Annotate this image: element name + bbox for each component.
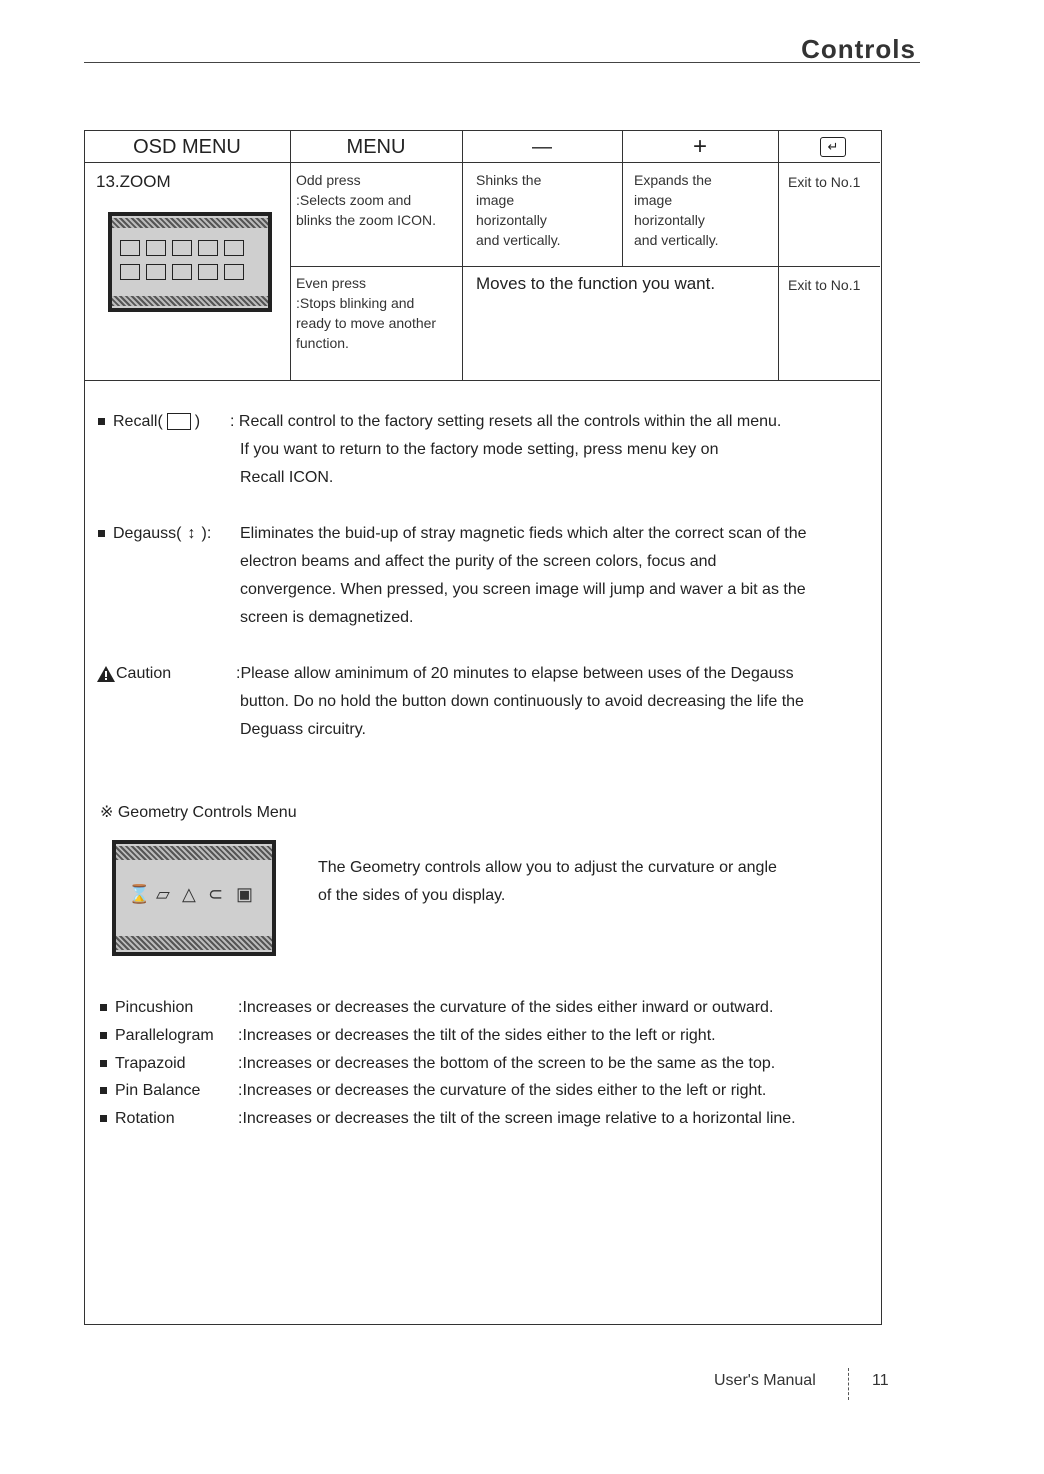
geometry-item-pin-balance: Pin Balance: [100, 1077, 200, 1105]
geometry-osd-image: ⌛ ▱ △ ⊂ ▣: [112, 840, 276, 956]
bullet-icon: [100, 1004, 107, 1011]
geometry-desc-2: of the sides of you display.: [318, 887, 506, 904]
bullet-icon: [100, 1032, 107, 1039]
caution-label: Caution: [96, 660, 171, 688]
recall-line-1: : Recall control to the factory setting resets all the controls within the all menu.: [230, 413, 782, 430]
page-number: 11: [872, 1372, 889, 1389]
moves-cell: Moves to the function you want.: [476, 274, 716, 293]
header-minus: —: [532, 136, 552, 158]
exit-cell-1: Exit to No.1: [788, 174, 861, 190]
shrink-cell: Shinks the image horizontally and vertically.: [476, 172, 561, 248]
bullet-icon: [98, 530, 105, 537]
footer-divider: [848, 1368, 849, 1400]
geometry-item-parallelogram: Parallelogram: [100, 1022, 214, 1050]
caution-line-1: :Please allow aminimum of 20 minutes to elapse between uses of the Degauss: [236, 665, 794, 682]
degauss-line-4: screen is demagnetized.: [240, 609, 414, 626]
page-title: Controls: [801, 34, 916, 64]
geometry-desc-trapazoid: :Increases or decreases the bottom of the screen to be the same as the top.: [238, 1055, 776, 1072]
header-osd-menu: OSD MENU: [133, 136, 241, 158]
footer-manual: User's Manual: [714, 1372, 816, 1389]
even-press-cell: Even press :Stops blinking and ready to move another function.: [296, 275, 437, 351]
zoom-label: 13.ZOOM: [96, 172, 171, 191]
geometry-item-trapazoid: Trapazoid: [100, 1050, 186, 1078]
header-rule: [84, 62, 920, 63]
recall-label: Recall( ): [98, 408, 200, 436]
geometry-item-rotation: Rotation: [100, 1105, 175, 1133]
bullet-icon: [100, 1087, 107, 1094]
degauss-label: Degauss( ↕ ):: [98, 520, 211, 548]
recall-line-3: Recall ICON.: [240, 469, 334, 486]
geometry-item-pincushion: Pincushion: [100, 994, 193, 1022]
warning-icon: [96, 665, 116, 683]
caution-line-2: button. Do no hold the button down continuously to avoid decreasing the life the: [240, 693, 804, 710]
degauss-icon: ↕: [187, 525, 196, 542]
geometry-desc-rotation: :Increases or decreases the tilt of the screen image relative to a horizontal line.: [238, 1110, 796, 1127]
header-menu: MENU: [346, 136, 406, 158]
degauss-line-1: Eliminates the buid-up of stray magnetic fieds which alter the correct scan of the: [240, 525, 807, 542]
caution-line-3: Deguass circuitry.: [240, 721, 366, 738]
geometry-desc-pincushion: :Increases or decreases the curvature of the sides either inward or outward.: [238, 999, 774, 1016]
degauss-line-2: electron beams and affect the purity of the screen colors, focus and: [240, 553, 717, 570]
geometry-desc-pin-balance: :Increases or decreases the curvature of the sides either to the left or right.: [238, 1082, 767, 1099]
zoom-osd-image: [108, 212, 272, 312]
geometry-desc-1: The Geometry controls allow you to adjust the curvature or angle: [318, 859, 777, 876]
bullet-icon: [98, 418, 105, 425]
exit-cell-2: Exit to No.1: [788, 277, 861, 293]
expand-cell: Expands the image horizontally and vertically.: [634, 172, 719, 248]
bullet-icon: [100, 1060, 107, 1067]
header-plus: +: [692, 133, 707, 160]
geometry-desc-parallelogram: :Increases or decreases the tilt of the sides either to the left or right.: [238, 1027, 716, 1044]
bullet-icon: [100, 1115, 107, 1122]
enter-icon: ↵: [820, 137, 846, 157]
geometry-heading: ※ Geometry Controls Menu: [100, 804, 297, 821]
recall-line-2: If you want to return to the factory mode setting, press menu key on: [240, 441, 719, 458]
degauss-line-3: convergence. When pressed, you screen image will jump and waver a bit as the: [240, 581, 806, 598]
odd-press-cell: Odd press :Selects zoom and blinks the zoom ICON.: [296, 172, 437, 228]
recall-icon: [167, 413, 191, 430]
